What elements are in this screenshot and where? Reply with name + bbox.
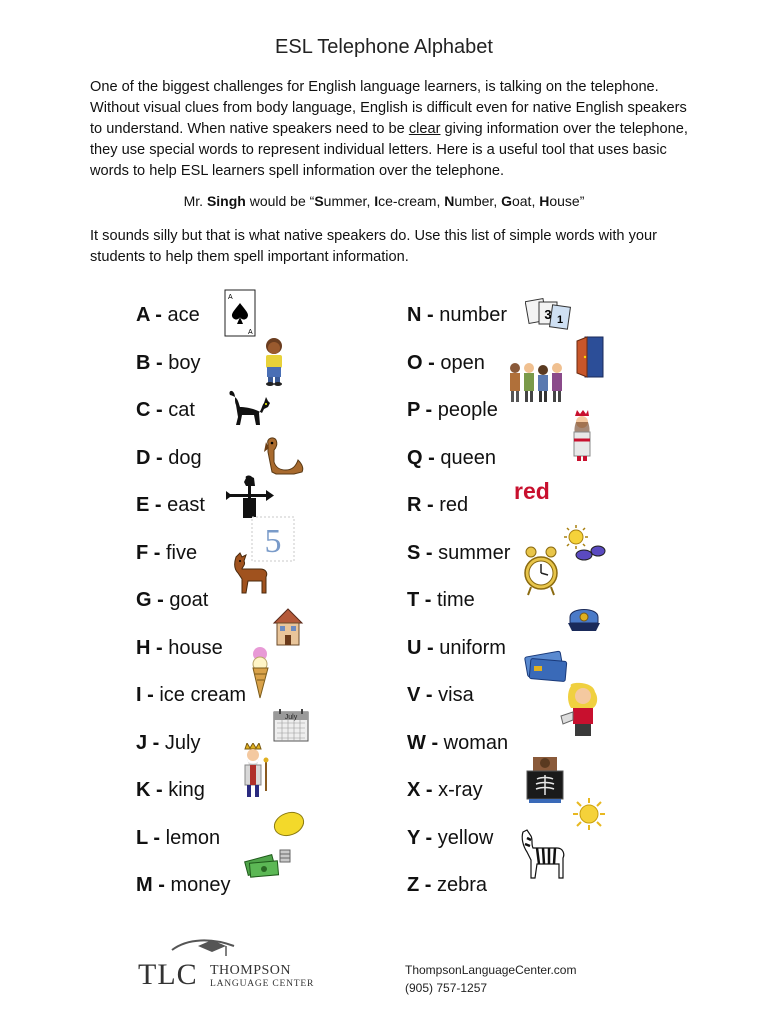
entry-word: number bbox=[439, 304, 508, 326]
ice-cream-icon bbox=[248, 646, 274, 719]
entry-letter: Z bbox=[407, 874, 420, 896]
alphabet-entry: T - time bbox=[407, 577, 510, 625]
example-name: Singh bbox=[206, 193, 246, 209]
queen-icon bbox=[567, 410, 597, 481]
intro-text-2: giving information over the telephone, they use special words to represent individual letters. Here is a useful tool that uses basic words to help ESL learners spell information over the telephone. bbox=[90, 121, 688, 179]
alphabet-entry: G - goat bbox=[136, 577, 246, 625]
example-word-rest: ouse bbox=[549, 193, 580, 209]
alphabet-entry: M - money bbox=[136, 862, 246, 910]
entry-letter: E bbox=[136, 494, 150, 516]
entry-word: king bbox=[168, 779, 205, 801]
alphabet-column-right bbox=[407, 292, 564, 910]
alphabet-entry: E - east bbox=[136, 482, 246, 530]
example-word-rest: oat bbox=[511, 193, 532, 209]
example-suffix: ” bbox=[579, 193, 585, 209]
example-middle: would be “ bbox=[245, 193, 315, 209]
alphabet-entry: A - ace A A bbox=[136, 292, 246, 340]
entry-word: boy bbox=[168, 351, 201, 374]
tlc-logo bbox=[138, 936, 318, 996]
entry-word: ice cream bbox=[159, 684, 247, 706]
entry-letter: I bbox=[136, 684, 142, 706]
entry-letter: C bbox=[136, 399, 151, 421]
example-word-initial: H bbox=[539, 193, 550, 209]
goat-icon bbox=[232, 551, 272, 616]
svg-text:A: A bbox=[228, 294, 233, 301]
calendar-icon bbox=[273, 708, 309, 761]
alarm-clock-icon bbox=[523, 545, 559, 616]
red-word-icon: red bbox=[514, 478, 550, 504]
alphabet-entry: P - people bbox=[407, 387, 510, 435]
entry-letter: H bbox=[136, 636, 151, 659]
entry-letter: L bbox=[136, 826, 148, 849]
example-word-rest: ce-cream bbox=[378, 193, 437, 209]
alphabet-entry: Q - queen bbox=[407, 435, 510, 483]
entry-word: red bbox=[439, 494, 469, 516]
house-icon bbox=[272, 607, 304, 666]
entry-letter: J bbox=[136, 731, 148, 754]
entry-letter: U bbox=[407, 636, 422, 659]
entry-letter: K bbox=[136, 779, 151, 801]
people-icon bbox=[507, 360, 569, 423]
alphabet-entry: H - house bbox=[136, 625, 246, 673]
entry-word: east bbox=[167, 494, 205, 516]
entry-letter: N bbox=[407, 304, 422, 326]
entry-letter: R bbox=[407, 494, 422, 516]
alphabet-entry: D - dog bbox=[136, 435, 246, 483]
sun-icon bbox=[572, 797, 606, 850]
alphabet-entry: V - visa bbox=[407, 672, 510, 720]
alphabet-entry: K - king bbox=[136, 767, 246, 815]
entry-letter: W bbox=[407, 731, 426, 754]
instructions-paragraph: It sounds silly but that is what native speakers do. Use this list of simple words with your students to help them spell important information. bbox=[90, 228, 657, 265]
alphabet-entry: F - five 5 bbox=[136, 530, 246, 578]
example-word-initial: G bbox=[501, 193, 512, 209]
entry-word: uniform bbox=[439, 636, 506, 659]
graduation-cap-icon bbox=[168, 936, 238, 960]
example-prefix: Mr. bbox=[183, 193, 207, 209]
entry-word: woman bbox=[443, 731, 509, 754]
entry-word: cat bbox=[168, 399, 195, 421]
entry-letter: B bbox=[136, 351, 151, 374]
entry-letter: F bbox=[136, 541, 149, 564]
svg-text:A: A bbox=[248, 329, 253, 336]
king-icon bbox=[237, 743, 271, 820]
entry-word: lemon bbox=[165, 826, 221, 849]
logo-letters: TLC bbox=[138, 958, 198, 991]
entry-word: money bbox=[170, 874, 231, 896]
alphabet-entry: X - x-ray bbox=[407, 767, 510, 815]
alphabet-entry: J - July July bbox=[136, 720, 246, 768]
entry-letter: V bbox=[407, 684, 421, 706]
sun-sunglasses-icon bbox=[562, 525, 606, 584]
x-ray-icon bbox=[525, 755, 565, 824]
open-door-icon bbox=[573, 335, 607, 398]
zebra-icon bbox=[519, 828, 569, 899]
intro-paragraph bbox=[90, 77, 690, 182]
entry-word: goat bbox=[169, 589, 209, 611]
number-cards-icon bbox=[525, 296, 571, 351]
entry-letter: Q bbox=[407, 446, 423, 469]
entry-letter: G bbox=[136, 589, 152, 611]
alphabet-entry: W - woman bbox=[407, 720, 510, 768]
entry-letter: Y bbox=[407, 826, 420, 849]
entry-letter: S bbox=[407, 541, 421, 564]
entry-letter: X bbox=[407, 779, 421, 801]
svg-text:1: 1 bbox=[556, 314, 564, 326]
entry-letter: P bbox=[407, 399, 420, 421]
alphabet-entry: B - boy bbox=[136, 340, 246, 388]
entry-word: five bbox=[166, 541, 198, 564]
entry-letter: D bbox=[136, 446, 151, 469]
money-icon bbox=[244, 846, 292, 901]
phone-number: (905) 757-1257 bbox=[405, 981, 488, 995]
logo-subtitle: LANGUAGE CENTER bbox=[210, 979, 315, 989]
example-word-rest: ummer bbox=[323, 193, 367, 209]
entry-word: zebra bbox=[437, 874, 488, 896]
entry-letter: T bbox=[407, 589, 420, 611]
example-word-initial: I bbox=[374, 193, 379, 209]
svg-text:5: 5 bbox=[264, 522, 282, 560]
alphabet-entry: O - open bbox=[407, 340, 510, 388]
alphabet-entry: Z - zebra bbox=[407, 862, 510, 910]
alphabet-entry: C - cat bbox=[136, 387, 246, 435]
example-line: Mr. Singh would be “Summer, Ice-cream, Number, Goat, House” bbox=[183, 193, 585, 209]
entry-word: yellow bbox=[437, 826, 494, 849]
alphabet-column-left bbox=[136, 292, 298, 910]
svg-text:3: 3 bbox=[544, 307, 552, 322]
entry-letter: O bbox=[407, 351, 423, 374]
entry-word: dog bbox=[168, 446, 202, 469]
intro-text-1: One of the biggest challenges for English language learners, is talking on the telephone. Without visual clues from body language, English is difficult even for native English speakers to understand. When native speakers need to be bbox=[90, 79, 687, 137]
entry-word: summer bbox=[438, 541, 511, 564]
alphabet-entry: R - red red bbox=[407, 482, 510, 530]
entry-letter: M bbox=[136, 874, 153, 896]
alphabet-entry: I - ice cream bbox=[136, 672, 246, 720]
example-word-initial: S bbox=[314, 193, 324, 209]
entry-word: time bbox=[437, 589, 475, 611]
entry-word: people bbox=[437, 399, 498, 421]
alphabet-entry: S - summer bbox=[407, 530, 510, 578]
alphabet-entry: U - uniform bbox=[407, 625, 510, 673]
alphabet-entry: N - number 3 1 bbox=[407, 292, 510, 340]
alphabet-entry: Y - yellow bbox=[407, 815, 510, 863]
alphabet-entry: L - lemon bbox=[136, 815, 246, 863]
contact-info bbox=[405, 961, 576, 997]
website-link[interactable]: ThompsonLanguageCenter.com bbox=[405, 963, 577, 977]
entry-word: July bbox=[164, 731, 201, 754]
police-hat-icon bbox=[566, 603, 602, 656]
woman-icon bbox=[557, 680, 603, 759]
entry-word: visa bbox=[438, 684, 474, 706]
entry-word: ace bbox=[167, 304, 200, 326]
svg-text:July: July bbox=[284, 713, 298, 721]
logo-name: THOMPSON bbox=[210, 963, 292, 978]
intro-underlined-word: clear bbox=[408, 121, 441, 137]
example-word-initial: N bbox=[444, 193, 455, 209]
entry-word: queen bbox=[440, 446, 496, 469]
entry-word: house bbox=[168, 636, 223, 659]
entry-word: x-ray bbox=[438, 779, 483, 801]
page-title: ESL Telephone Alphabet bbox=[275, 36, 493, 58]
entry-word: open bbox=[440, 351, 485, 374]
entry-letter: A bbox=[136, 304, 150, 326]
example-word-rest: umber bbox=[454, 193, 494, 209]
